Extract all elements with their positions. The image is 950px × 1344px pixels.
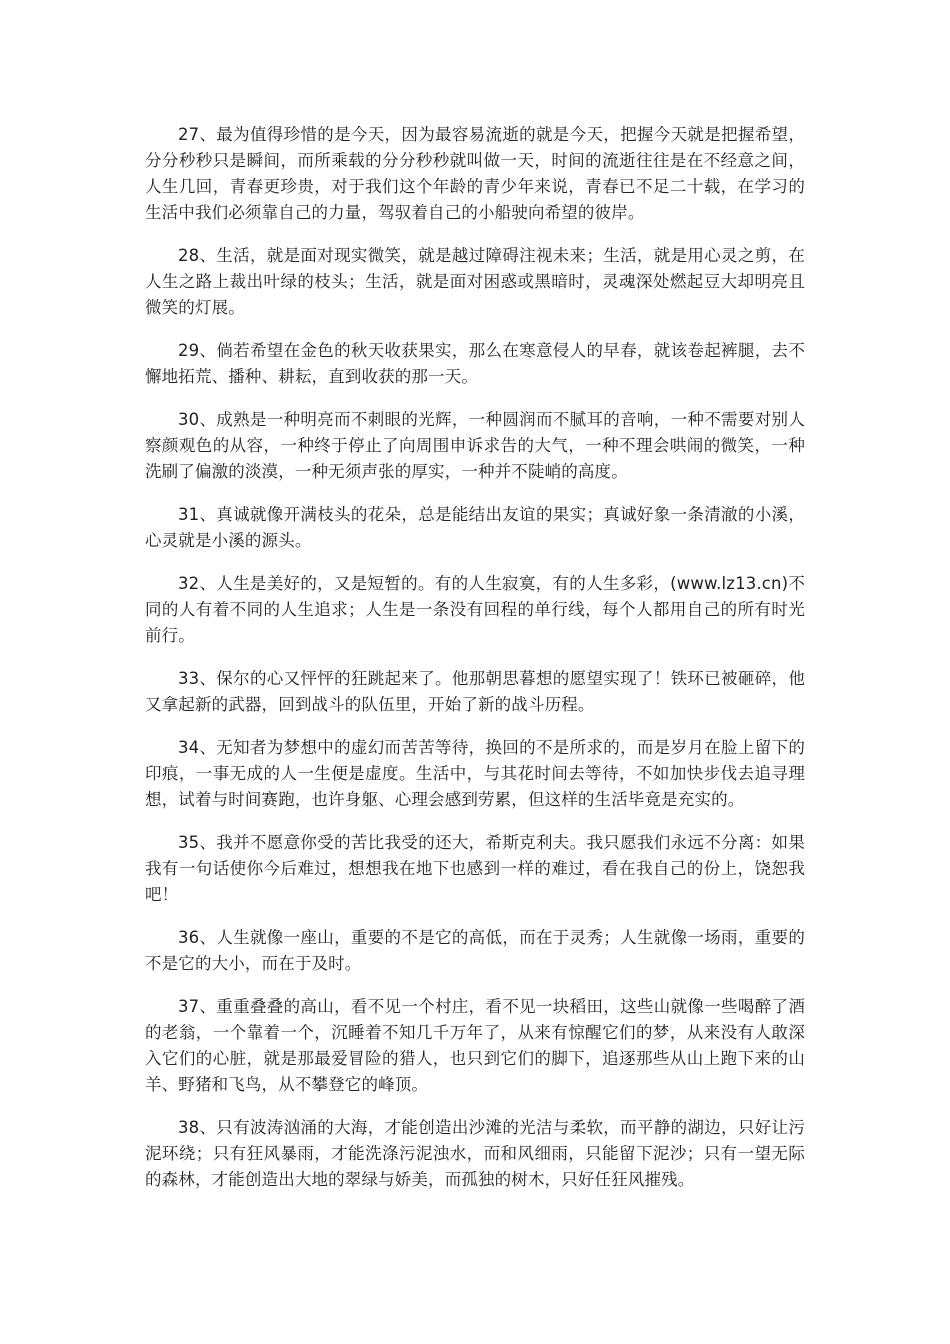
paragraph-31: 31、真诚就像开满枝头的花朵，总是能结出友谊的果实；真诚好象一条清澈的小溪，心灵就是小溪的源头。 bbox=[145, 505, 805, 550]
paragraph-32: 32、人生是美好的，又是短暂的。有的人生寂寞，有的人生多彩，(www.lz13.cn)不同的人有着不同的人生追求；人生是一条没有回程的单行线，每个人都用自己的所有时光前行。 bbox=[145, 574, 805, 645]
paragraph-30: 30、成熟是一种明亮而不刺眼的光辉，一种圆润而不腻耳的音响，一种不需要对别人察颜观色的从容，一种终于停止了向周围申诉求告的大气，一种不理会哄闹的微笑，一种洗刷了偏激的淡漠，一种无须声张的厚实，一种并不陡峭的高度。 bbox=[145, 410, 805, 481]
paragraph-38: 38、只有波涛汹涌的大海，才能创造出沙滩的光洁与柔软，而平静的湖边，只好让污泥环绕；只有狂风暴雨，才能洗涤污泥浊水，而和风细雨，只能留下泥沙；只有一望无际的森林，才能创造出大地的翠绿与娇美，而孤独的树木，只好任狂风摧残。 bbox=[145, 1118, 805, 1189]
paragraph-37: 37、重重叠叠的高山，看不见一个村庄，看不见一块稻田，这些山就像一些喝醉了酒的老翁，一个靠着一个，沉睡着不知几千万年了，从来有惊醒它们的梦，从来没有人敢深入它们的心脏，就是那最爱冒险的猎人，也只到它们的脚下，追逐那些从山上跑下来的山羊、野猪和飞鸟，从不攀登它的峰顶。 bbox=[145, 997, 805, 1094]
paragraph-33: 33、保尔的心又怦怦的狂跳起来了。他那朝思暮想的愿望实现了！铁环已被砸碎，他又拿起新的武器，回到战斗的队伍里，开始了新的战斗历程。 bbox=[145, 669, 805, 714]
paragraph-27: 27、最为值得珍惜的是今天，因为最容易流逝的就是今天，把握今天就是把握希望，分分秒秒只是瞬间，而所乘载的分分秒秒就叫做一天，时间的流逝往往是在不经意之间，人生几回，青春更珍贵，对于我们这个年龄的青少年来说，青春已不足二十载，在学习的生活中我们必须靠自己的力量，驾驭着自己的小船驶向希望的彼岸。 bbox=[145, 125, 805, 222]
paragraph-34: 34、无知者为梦想中的虚幻而苦苦等待，换回的不是所求的，而是岁月在脸上留下的印痕，一事无成的人一生便是虚度。生活中，与其花时间去等待，不如加快步伐去追寻理想，试着与时间赛跑，也许身躯、心理会感到劳累，但这样的生活毕竟是充实的。 bbox=[145, 738, 805, 809]
paragraph-29: 29、倘若希望在金色的秋天收获果实，那么在寒意侵人的早春，就该卷起裤腿，去不懈地拓荒、播种、耕耘，直到收获的那一天。 bbox=[145, 341, 805, 386]
document-page bbox=[145, 122, 805, 1210]
paragraph-35: 35、我并不愿意你受的苦比我受的还大，希斯克利夫。我只愿我们永远不分离：如果我有一句话使你今后难过，想想我在地下也感到一样的难过，看在我自己的份上，饶恕我吧！ bbox=[145, 833, 805, 904]
paragraph-36: 36、人生就像一座山，重要的不是它的高低，而在于灵秀；人生就像一场雨，重要的不是它的大小，而在于及时。 bbox=[145, 928, 805, 973]
paragraph-28: 28、生活，就是面对现实微笑，就是越过障碍注视未来；生活，就是用心灵之剪，在人生之路上裁出叶绿的枝头；生活，就是面对困惑或黑暗时，灵魂深处燃起豆大却明亮且微笑的灯展。 bbox=[145, 246, 805, 317]
